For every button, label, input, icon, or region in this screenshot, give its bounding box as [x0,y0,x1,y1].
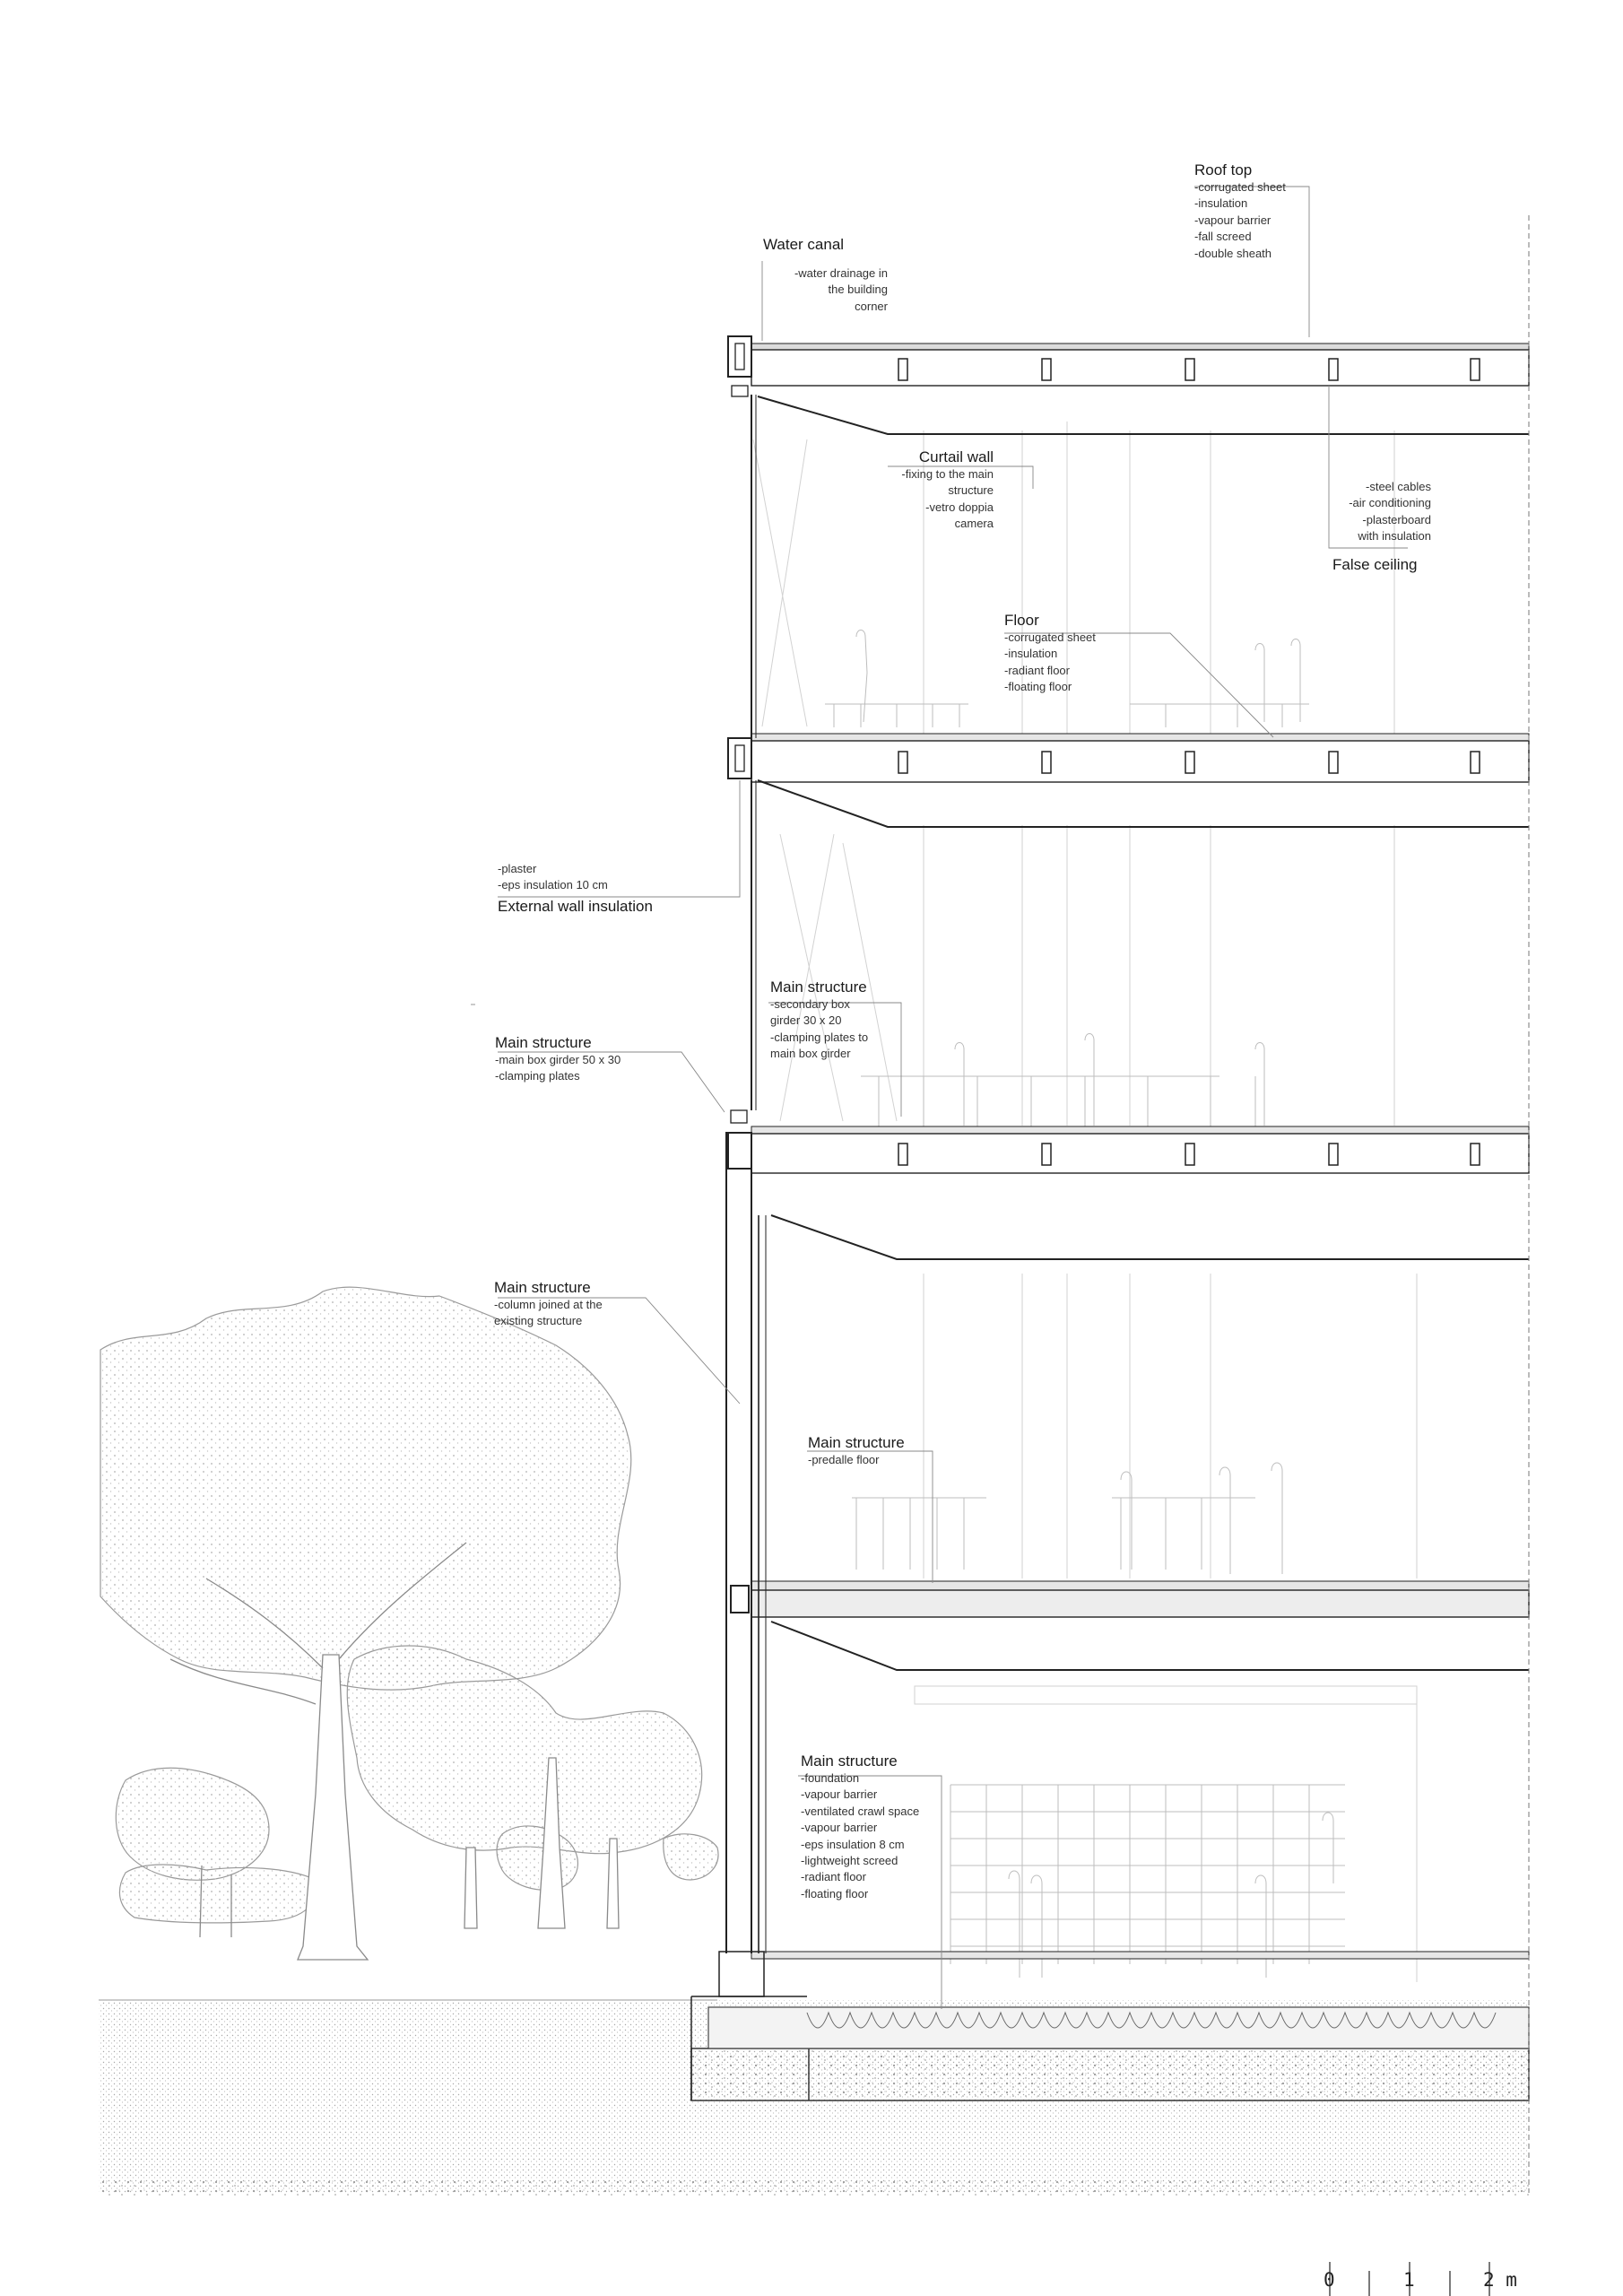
annotation-false-ceiling [1332,556,1418,574]
annotation-water-canal [763,236,844,254]
annotation-line: main box girder [770,1047,851,1061]
annotation-floor [1004,612,1096,696]
annotation-line: -main box girder 50 x 30 [495,1053,621,1066]
annotation-line: -insulation [1004,647,1058,661]
annotation-line: -fixing to the main [901,467,994,481]
annotation-line: camera [954,517,994,531]
annotation-line: -floating floor [801,1886,869,1900]
scale-label-2m: 2 m [1483,2269,1517,2291]
annotation-line: -water drainage in [794,266,888,280]
annotation-line: -vetro doppia [925,500,994,514]
annotation-line: -fall screed [1194,230,1252,244]
annotation-title: Main structure [494,1279,591,1296]
annotation-title: Main structure [495,1034,592,1051]
annotation-line: -eps insulation 8 cm [801,1837,905,1851]
annotation-title: Main structure [808,1434,905,1451]
annotation-main-structure-foundation [801,1752,919,1902]
annotation-line: structure [948,483,994,498]
annotation-line: -vapour barrier [801,1787,878,1802]
annotation-line: corner [855,299,888,313]
annotation-line: -corrugated sheet [1194,180,1286,194]
annotation-line: -lightweight screed [801,1854,898,1868]
scale-label-1: 1 [1403,2269,1415,2291]
annotation-main-structure-column [494,1279,603,1330]
annotation-title: External wall insulation [498,897,653,915]
foundation [691,2007,1529,2100]
annotation-line: -ventilated crawl space [801,1804,920,1818]
annotation-water-canal-notes [794,265,888,315]
annotation-title: Curtail wall [918,448,994,465]
annotation-line: the building [828,283,888,297]
annotation-line: -radiant floor [801,1870,866,1884]
annotation-main-structure-box-girder [495,1034,621,1085]
annotation-line: -vapour barrier [1194,213,1271,227]
annotation-title: Floor [1004,612,1039,629]
annotation-line: with insulation [1358,529,1431,544]
annotation-line: -vapour barrier [801,1821,878,1835]
annotation-roof-top [1194,161,1286,262]
annotation-line: -foundation [801,1771,860,1785]
annotation-line: -clamping plates to [770,1030,869,1044]
annotation-line: -air conditioning [1349,496,1431,510]
annotation-external-wall [498,861,653,916]
annotation-line: -corrugated sheet [1004,631,1096,644]
annotation-line: -plaster [498,862,537,875]
annotation-line: -column joined at the [494,1298,603,1311]
annotation-curtain-wall [901,448,994,533]
annotation-line: -secondary box [770,997,850,1011]
annotation-line: existing structure [494,1314,583,1328]
trees-illustration [100,1287,718,1923]
annotation-line: -steel cables [1366,480,1431,493]
annotation-main-structure-predalle [808,1434,905,1468]
annotation-line: -floating floor [1004,680,1072,694]
annotation-line: -predalle floor [808,1453,880,1466]
annotation-line: -insulation [1194,196,1248,211]
annotation-line: -plasterboard [1362,512,1431,526]
annotation-title: Main structure [801,1752,898,1770]
scale-label-0: 0 [1324,2269,1335,2291]
annotation-main-structure-secondary [770,978,868,1063]
annotation-title: Roof top [1194,161,1253,178]
annotation-line: -clamping plates [495,1069,580,1083]
annotation-title: False ceiling [1332,556,1418,573]
annotation-line: girder 30 x 20 [770,1013,842,1028]
annotation-line: -double sheath [1194,246,1272,260]
annotation-title: Water canal [763,236,845,253]
annotation-line: -eps insulation 10 cm [498,878,608,892]
annotation-title: Main structure [770,978,867,996]
annotation-line: -radiant floor [1004,663,1070,677]
annotation-false-ceiling-notes [1349,479,1431,545]
